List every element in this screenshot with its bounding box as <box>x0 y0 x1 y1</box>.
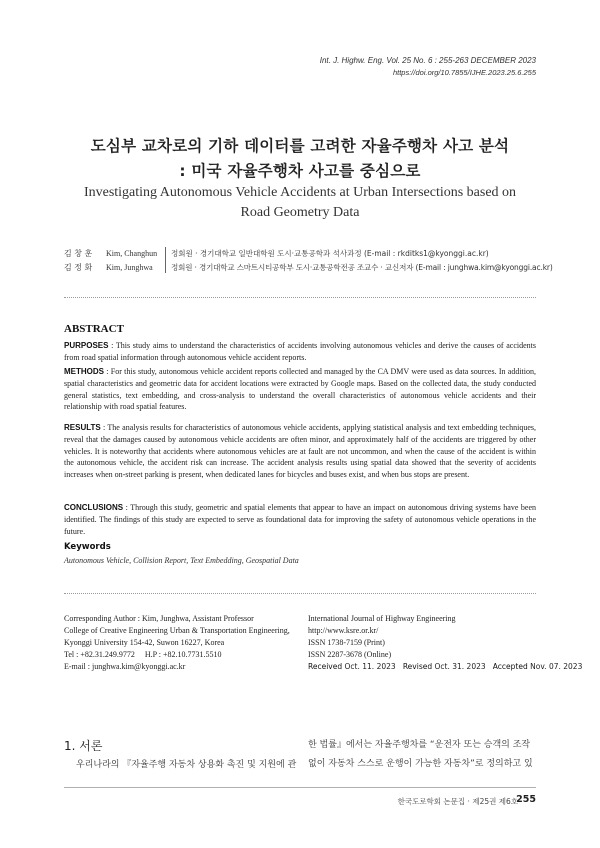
keywords-heading: Keywords <box>64 542 111 552</box>
footer-journal: 한국도로학회 논문집 · 제25권 제6호 <box>397 797 518 806</box>
methods-text: : For this study, autonomous vehicle accident reports collected and managed by the CA DMV were used as data sources. In addition, spatial characteristics and geometric data for accident locations were extracted by Google maps. Based on the collected data, the study conducted general statistics, text embedding, and cross-analysis to understand the overall characteristics of autonomous vehicle accidents and their relationship with road spatial features. <box>64 367 536 412</box>
title-ko-line2: : 미국 자율주행차 사고를 중심으로 <box>179 162 421 180</box>
divider-dotted <box>64 593 536 594</box>
keywords-list: Autonomous Vehicle, Collision Report, Text Embedding, Geospatial Data <box>64 556 299 565</box>
received-date: Oct. 11. 2023 <box>344 662 396 671</box>
divider-dotted <box>64 297 536 298</box>
corresponding-author: Corresponding Author : Kim, Junghwa, Assistant Professor <box>64 614 254 623</box>
footer-rule <box>64 787 536 788</box>
author1-affiliation: 정회원 · 경기대학교 일반대학원 도시·교통공학과 석사과정 (E-mail : rkditks1@kyonggi.ac.kr) <box>171 249 489 258</box>
issn-print: ISSN 1738-7159 (Print) <box>308 638 385 647</box>
submission-dates <box>308 661 582 673</box>
author2-name-en: Kim, Junghwa <box>106 263 153 272</box>
body-right-line2: 없이 자동차 스스로 운행이 가능한 자동차”로 정의하고 있 <box>308 759 533 769</box>
abstract-methods <box>64 366 536 413</box>
purposes-text: : This study aims to understand the characteristics of accidents involving autonomous vehicles and derive the causes of accidents from road spatial information through autonomous vehicle accident reports. <box>64 341 536 362</box>
conclusions-text: : Through this study, geometric and spatial elements that appear to have an impact on autonomous driving systems have been identified. The findings of this study are expected to serve as foundational data for improving the safety of autonomous vehicle operations in the future. <box>64 503 536 536</box>
abstract-conclusions <box>64 502 536 537</box>
author2-affiliation: 정회원 · 경기대학교 스마트시티공학부 도시·교통공학전공 조교수 · 교신저자 (E-mail : junghwa.kim@kyonggi.ac.kr) <box>171 263 553 272</box>
title-en-line1: Investigating Autonomous Vehicle Accidents at Urban Intersections based on <box>83 185 517 200</box>
conclusions-label: CONCLUSIONS <box>64 503 124 512</box>
purposes-label: PURPOSES <box>64 341 109 350</box>
corresponding-phone: Tel : +82.31.249.9772 H.P : +82.10.7731.5510 <box>64 650 222 659</box>
body-left-line: 우리나라의 『자율주행 자동차 상용화 촉진 및 지원에 관 <box>76 760 297 770</box>
abstract-results <box>64 422 536 481</box>
title-ko-line1: 도심부 교차로의 기하 데이터를 고려한 자율주행차 사고 분석 <box>90 137 510 155</box>
journal-citation: Int. J. Highw. Eng. Vol. 25 No. 6 : 255-263 DECEMBER 2023 <box>319 56 536 65</box>
author1-name-ko: 김 창 훈 <box>64 249 93 258</box>
corresponding-college: College of Creative Engineering Urban & Transportation Engineering, <box>64 626 290 635</box>
journal-name: International Journal of Highway Engineering <box>308 614 456 623</box>
author-divider <box>165 247 166 273</box>
corresponding-email[interactable]: E-mail : junghwa.kim@kyonggi.ac.kr <box>64 662 186 671</box>
results-label: RESULTS <box>64 423 101 432</box>
methods-label: METHODS <box>64 367 104 376</box>
issn-online: ISSN 2287-3678 (Online) <box>308 650 392 659</box>
accepted-date: Nov. 07. 2023 <box>530 662 583 671</box>
title-en-line2: Road Geometry Data <box>240 205 360 220</box>
abstract-purposes <box>64 340 536 364</box>
revised-label: Revised <box>402 662 433 671</box>
received-label: Received <box>308 662 343 671</box>
page-number: 255 <box>516 794 536 805</box>
accepted-label: Accepted <box>492 662 528 671</box>
author2-name-ko: 김 정 화 <box>64 263 93 272</box>
revised-date: Oct. 31. 2023 <box>434 662 486 671</box>
body-right-line1: 한 법률』에서는 자율주행차를 “운전자 또는 승객의 조작 <box>308 740 531 750</box>
abstract-heading: ABSTRACT <box>64 323 124 335</box>
section-heading-introduction: 1. 서론 <box>64 739 103 753</box>
results-text: : The analysis results for characteristics of autonomous vehicle accidents, applying statistical analysis and text embedding techniques, reveal that the damages caused by autonomous vehicle accidents are often minor, and approximately half of the accidents are triggered by other vehicles. It is noteworthy that accidents where autonomous vehicles are at fault are not uncommon, and when the cause of the accident is within the autonomous vehicle, the accident risk can increase. The accident analysis results using spatial data showed that the severity of accidents increases when on-street parking is present, when dedicated lanes for bicycles and buses exist, and when bus stops are present. <box>64 423 536 480</box>
journal-url[interactable]: http://www.ksre.or.kr/ <box>308 626 379 635</box>
corresponding-address: Kyonggi University 154-42, Suwon 16227, Korea <box>64 638 225 647</box>
author1-name-en: Kim, Changhun <box>106 249 158 258</box>
doi-link[interactable]: https://doi.org/10.7855/IJHE.2023.25.6.255 <box>392 68 536 77</box>
